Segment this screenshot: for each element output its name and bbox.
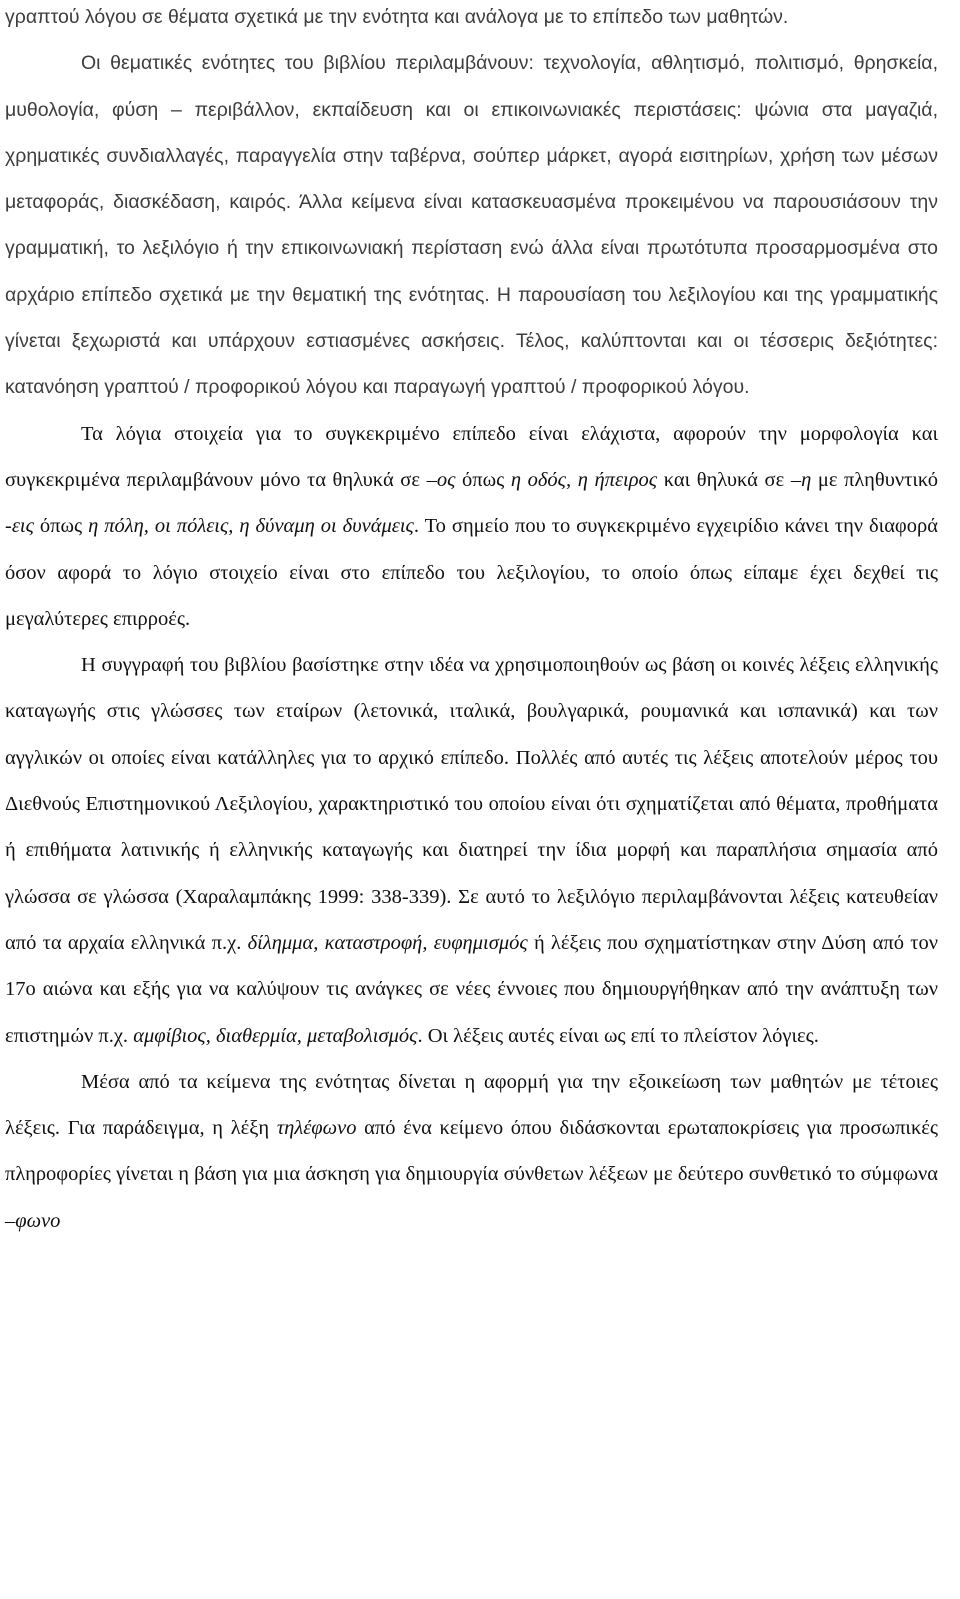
italic-text-segment: –ος [426, 468, 456, 491]
italic-text-segment: δίλημμα, καταστροφή, ευφημισμός [247, 931, 528, 954]
italic-text-segment: η οδός, η ήπειρος [510, 468, 658, 491]
paragraph-4 [5, 642, 938, 1059]
text-segment: και θηλυκά σε [657, 468, 791, 491]
paragraph-5 [5, 1059, 938, 1244]
paragraph-2 [5, 40, 938, 410]
text-segment: Μέσα από τα κείμενα της ενότητας δίνεται η αφορμή για την εξοικείωση των μαθητών με τέτοιες λέξεις. Για παράδειγμα, η λέξη [5, 1070, 938, 1140]
italic-text-segment: αμφίβιος, διαθερμία, μεταβολισμός [133, 1024, 418, 1047]
text-segment: Οι θεματικές ενότητες του βιβλίου περιλαμβάνουν: τεχνολογία, αθλητισμό, πολιτισμό, θρησκεία, μυθολογία, φύση – περιβάλλον, εκπαίδευση και οι επικοινωνιακές περιστάσεις: ψώνια στα μαγαζιά, χρηματικές συνδιαλλαγές, παραγγελία στην ταβέρνα, σούπερ μάρκετ, αγορά εισιτηρίων, χρήση των μέσων μεταφοράς, διασκέδαση, καιρός. Άλλα κείμενα είναι κατασκευασμένα προκειμένου να παρουσιάσουν την γραμματική, το λεξιλόγιο ή την επικοινωνιακή περίσταση ενώ άλλα είναι πρωτότυπα προσαρμοσμένα στο αρχάριο επίπεδο σχετικά με την θεματική της ενότητας. Η παρουσίαση του λεξιλογίου και της γραμματικής γίνεται ξεχωριστά και υπάρχουν εστιασμένες ασκήσεις. Τέλος, καλύπτονται και οι τέσσερις δεξιότητες: κατανόηση γραπτού / προφορικού λόγου και παραγωγή γραπτού / προφορικού λόγου. [5, 52, 938, 399]
paragraph-1 [5, 0, 938, 40]
italic-text-segment: –φωνο [5, 1209, 61, 1232]
text-segment: με πληθυντικό [811, 468, 939, 491]
italic-text-segment: -εις [5, 515, 34, 538]
text-segment: Τα λόγια στοιχεία για το συγκεκριμένο επίπεδο είναι ελάχιστα, αφορούν την μορφολογία και συγκεκριμένα περιλαμβάνουν μόνο τα θηλυκά σε [5, 422, 938, 491]
text-segment: όπως [455, 468, 511, 491]
text-segment: όπως [33, 515, 89, 538]
text-segment: ή λέξεις που σχηματίστηκαν στην Δύση από τον 17ο αιώνα και εξής για να καλύψουν τις ανάγκες σε νέες έννοιες που δημιουργήθηκαν από την ανάπτυξη των επιστημών π.χ. [5, 931, 938, 1047]
italic-text-segment: η πόλη, οι πόλεις, η δύναμη οι δυνάμεις [88, 515, 414, 538]
italic-text-segment: τηλέφωνο [276, 1117, 357, 1140]
text-segment: . Οι λέξεις αυτές είναι ως επί το πλείστον λόγιες. [417, 1024, 819, 1047]
italic-text-segment: –η [790, 468, 812, 491]
paragraph-3 [5, 411, 938, 642]
text-segment: . Το σημείο που το συγκεκριμένο εγχειρίδιο κάνει την διαφορά όσον αφορά το λόγιο στοιχείο είναι στο επίπεδο του λεξιλογίου, το οποίο όπως είπαμε έχει δεχθεί τις μεγαλύτερες επιρροές. [5, 515, 938, 630]
text-segment: γραπτού λόγου σε θέματα σχετικά με την ενότητα και ανάλογα με το επίπεδο των μαθητών. [5, 6, 789, 28]
body-text [5, 0, 938, 1244]
text-segment: από ένα κείμενο όπου διδάσκονται ερωταποκρίσεις για προσωπικές πληροφορίες γίνεται η βάση για μια άσκηση για δημιουργία σύνθετων λέξεων με δεύτερο συνθετικό το σύμφωνα [5, 1117, 939, 1186]
text-segment: Η συγγραφή του βιβλίου βασίστηκε στην ιδέα να χρησιμοποιηθούν ως βάση οι κοινές λέξεις ελληνικής καταγωγής στις γλώσσες των εταίρων (λετονικά, ιταλικά, βουλγαρικά, ρουμανικά και ισπανικά) και των αγγλικών οι οποίες είναι κατάλληλες για το αρχικό επίπεδο. Πολλές από αυτές τις λέξεις αποτελούν μέρος του Διεθνούς Επιστημονικού Λεξιλογίου, χαρακτηριστικό του οποίου είναι ότι σχηματίζεται από θέματα, προθήματα ή επιθήματα λατινικής ή ελληνικής καταγωγής και διατηρεί την ίδια μορφή και παραπλήσια σημασία από γλώσσα σε γλώσσα (Χαραλαμπάκης 1999: 338-339). Σε αυτό το λεξιλόγιο περιλαμβάνονται λέξεις κατευθείαν από τα αρχαία ελληνικά π.χ. [5, 654, 938, 954]
